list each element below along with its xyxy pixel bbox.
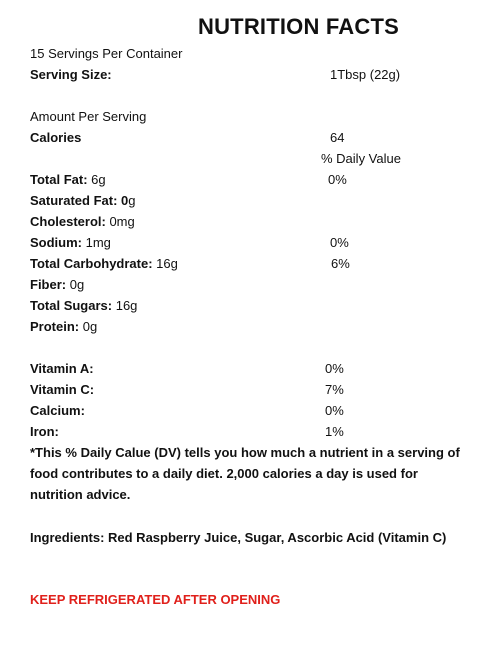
vitamin-label: Calcium: (30, 403, 85, 418)
vitamin-dv: 0% (325, 361, 344, 376)
servings-per-container: 15 Servings Per Container (30, 46, 183, 61)
vitamin-dv: 1% (325, 424, 344, 439)
daily-value-header: % Daily Value (321, 151, 401, 166)
nutrient-dv: 6% (331, 256, 350, 271)
vitamin-label: Vitamin A: (30, 361, 94, 376)
serving-size-label: Serving Size: (30, 67, 112, 82)
nutrient-label: Fiber: (30, 277, 67, 292)
nutrient-amount: 0g (66, 277, 85, 292)
nutrient-amount: 6g (87, 172, 106, 187)
nutrient-row (30, 317, 97, 337)
nutrient-label: Saturated Fat: 0 (30, 193, 129, 208)
vitamin-dv: 0% (325, 403, 344, 418)
ingredients: Ingredients: Red Raspberry Juice, Sugar, Ascorbic Acid (Vitamin C) (30, 530, 447, 545)
nutrient-amount: 16g (112, 298, 138, 313)
vitamin-label: Vitamin C: (30, 382, 95, 397)
nutrient-amount: g (128, 193, 136, 208)
nutrient-dv: 0% (328, 172, 347, 187)
nutrient-row (30, 275, 84, 295)
nutrient-row (30, 254, 178, 274)
nutrient-row (30, 191, 135, 211)
nutrient-amount: 1mg (82, 235, 111, 250)
calories-value: 64 (330, 130, 345, 145)
vitamin-dv: 7% (325, 382, 344, 397)
nutrient-amount: 0mg (105, 214, 135, 229)
nutrient-label: Total Fat: (30, 172, 88, 187)
page-title: NUTRITION FACTS (198, 14, 399, 39)
vitamin-label: Iron: (30, 424, 59, 439)
nutrient-row (30, 170, 106, 190)
nutrient-label: Protein: (30, 319, 80, 334)
nutrient-label: Sodium: (30, 235, 82, 250)
nutrient-label: Cholesterol: (30, 214, 106, 229)
nutrient-row (30, 233, 111, 253)
nutrient-dv: 0% (330, 235, 349, 250)
amount-per-serving: Amount Per Serving (30, 109, 147, 124)
daily-value-footnote: *This % Daily Calue (DV) tells you how much a nutrient in a serving of food contributes to a daily diet. 2,000 calories a day is used for nutrition advice. (30, 445, 460, 502)
nutrient-label: Total Carbohydrate: (30, 256, 153, 271)
nutrient-row (30, 212, 135, 232)
calories-label: Calories (30, 130, 82, 145)
nutrient-amount: 0g (79, 319, 98, 334)
refrigeration-warning: KEEP REFRIGERATED AFTER OPENING (30, 592, 281, 607)
nutrient-amount: 16g (152, 256, 178, 271)
nutrient-row (30, 296, 137, 316)
nutrient-label: Total Sugars: (30, 298, 113, 313)
serving-size-value: 1Tbsp (22g) (330, 67, 401, 82)
